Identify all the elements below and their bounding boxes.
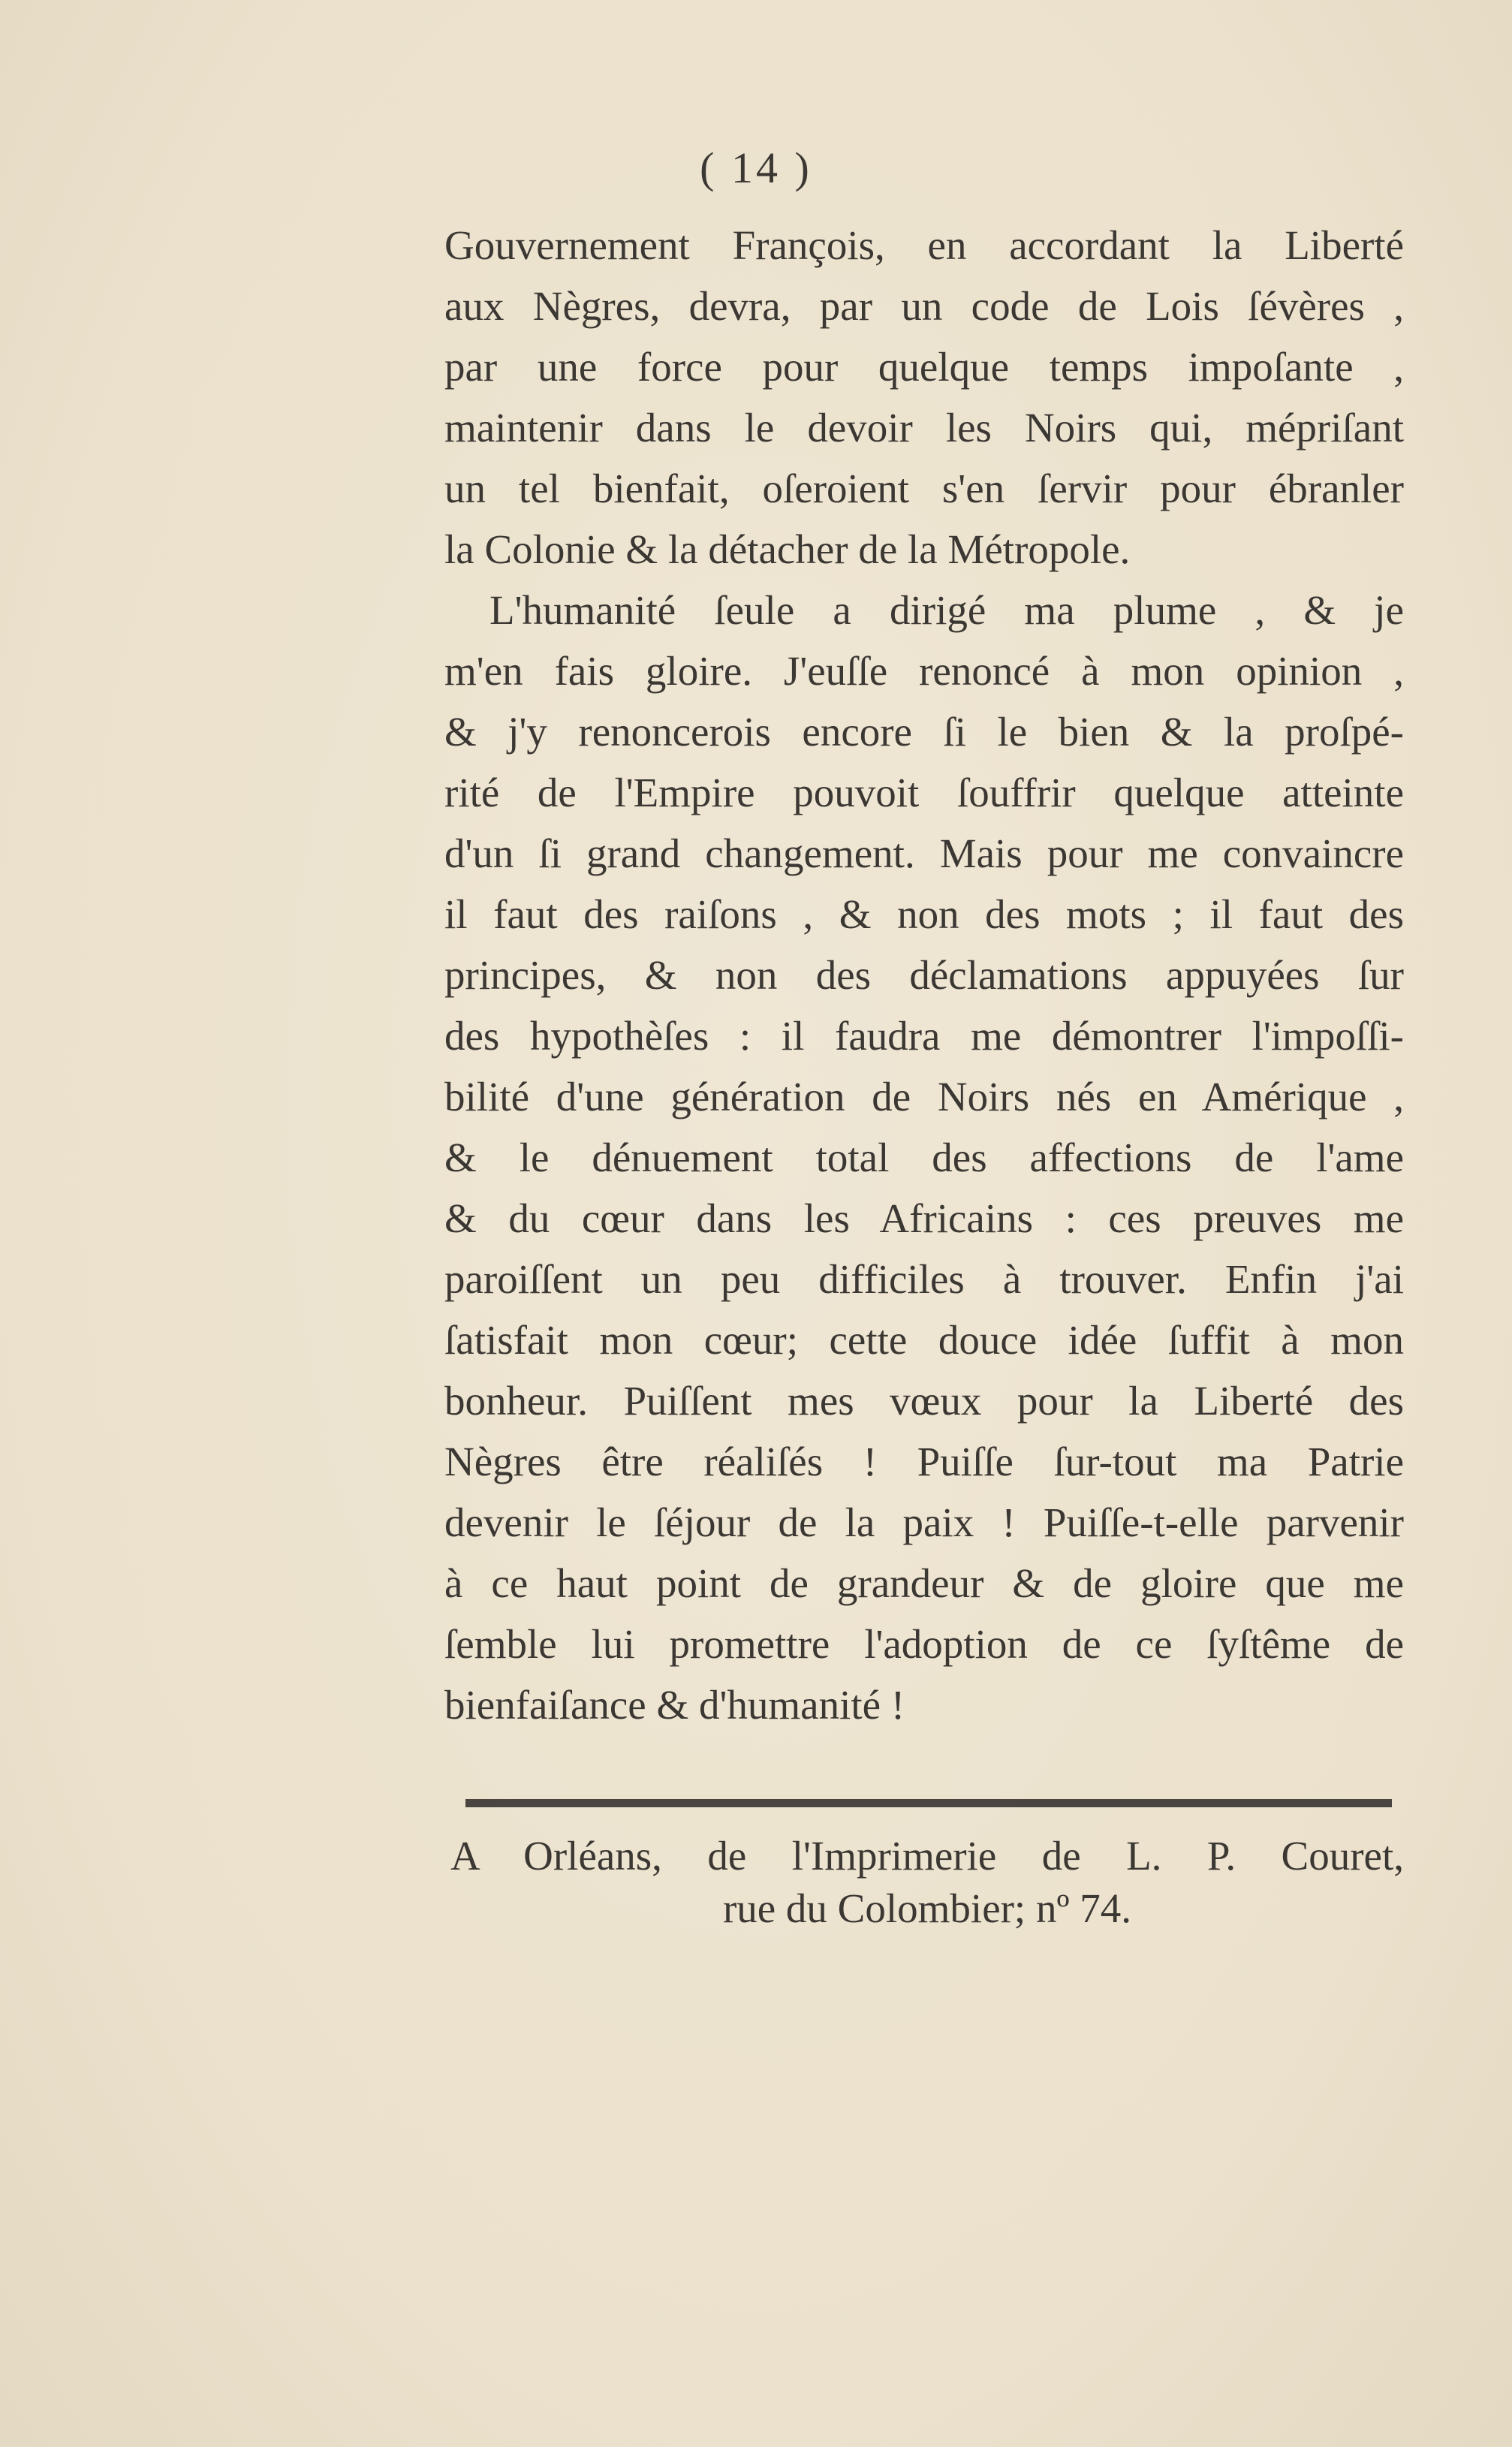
text-line: Gouvernement François, en accordant la Liberté (444, 222, 1404, 268)
paragraph-start-line: L'humanité ſeule a dirigé ma plume , & je (489, 587, 1404, 633)
text-line: il faut des raiſons , & non des mots ; il faut des (444, 891, 1404, 937)
text-line: rité de l'Empire pouvoit ſouffrir quelque atteinte (444, 770, 1404, 815)
text-line: bonheur. Puiſſent mes vœux pour la Liberté des (444, 1378, 1404, 1424)
text-line: paroiſſent un peu difficiles à trouver. Enfin j'ai (444, 1256, 1404, 1302)
text-line: principes, & non des déclamations appuyées ſur (444, 952, 1404, 998)
text-line: m'en fais gloire. J'euſſe renoncé à mon opinion , (444, 648, 1404, 694)
text-line: & j'y renoncerois encore ſi le bien & la proſpé- (444, 709, 1404, 755)
text-line: maintenir dans le devoir les Noirs qui, mépriſant (444, 405, 1404, 451)
text-line: à ce haut point de grandeur & de gloire que me (444, 1560, 1404, 1606)
text-line: aux Nègres, devra, par un code de Lois ſévères , (444, 283, 1404, 329)
text-line: ſemble lui promettre l'adoption de ce ſyſtême de (444, 1621, 1404, 1667)
text-line: & le dénuement total des affections de l'ame (444, 1135, 1404, 1180)
body-text (444, 215, 1404, 1735)
horizontal-rule (465, 1799, 1392, 1807)
text-line: un tel bienfait, oſeroient s'en ſervir pour ébranler (444, 466, 1404, 511)
text-line: des hypothèſes : il faudra me démontrer l'impoſſi- (444, 1013, 1404, 1059)
text-line: bilité d'une génération de Noirs nés en Amérique , (444, 1074, 1404, 1120)
text-line: bienfaiſance & d'humanité ! (444, 1682, 905, 1728)
text-line: & du cœur dans les Africains : ces preuves me (444, 1195, 1404, 1241)
imprint-line-2: rue du Colombier; nº 74. (722, 1885, 1132, 1931)
imprint-line-1: A Orléans, de l'Imprimerie de L. P. Couret, (450, 1833, 1404, 1879)
text-line: d'un ſi grand changement. Mais pour me convaincre (444, 830, 1404, 876)
text-line: Nègres être réaliſés ! Puiſſe ſur-tout ma Patrie (444, 1439, 1404, 1484)
text-line: la Colonie & la détacher de la Métropole. (444, 526, 1131, 572)
page-number: ( 14 ) (700, 143, 812, 192)
text-line: par une force pour quelque temps impoſante , (444, 344, 1404, 390)
text-line: ſatisfait mon cœur; cette douce idée ſuffit à mon (444, 1317, 1404, 1363)
text-line: devenir le ſéjour de la paix ! Puiſſe-t-elle parvenir (444, 1499, 1404, 1545)
